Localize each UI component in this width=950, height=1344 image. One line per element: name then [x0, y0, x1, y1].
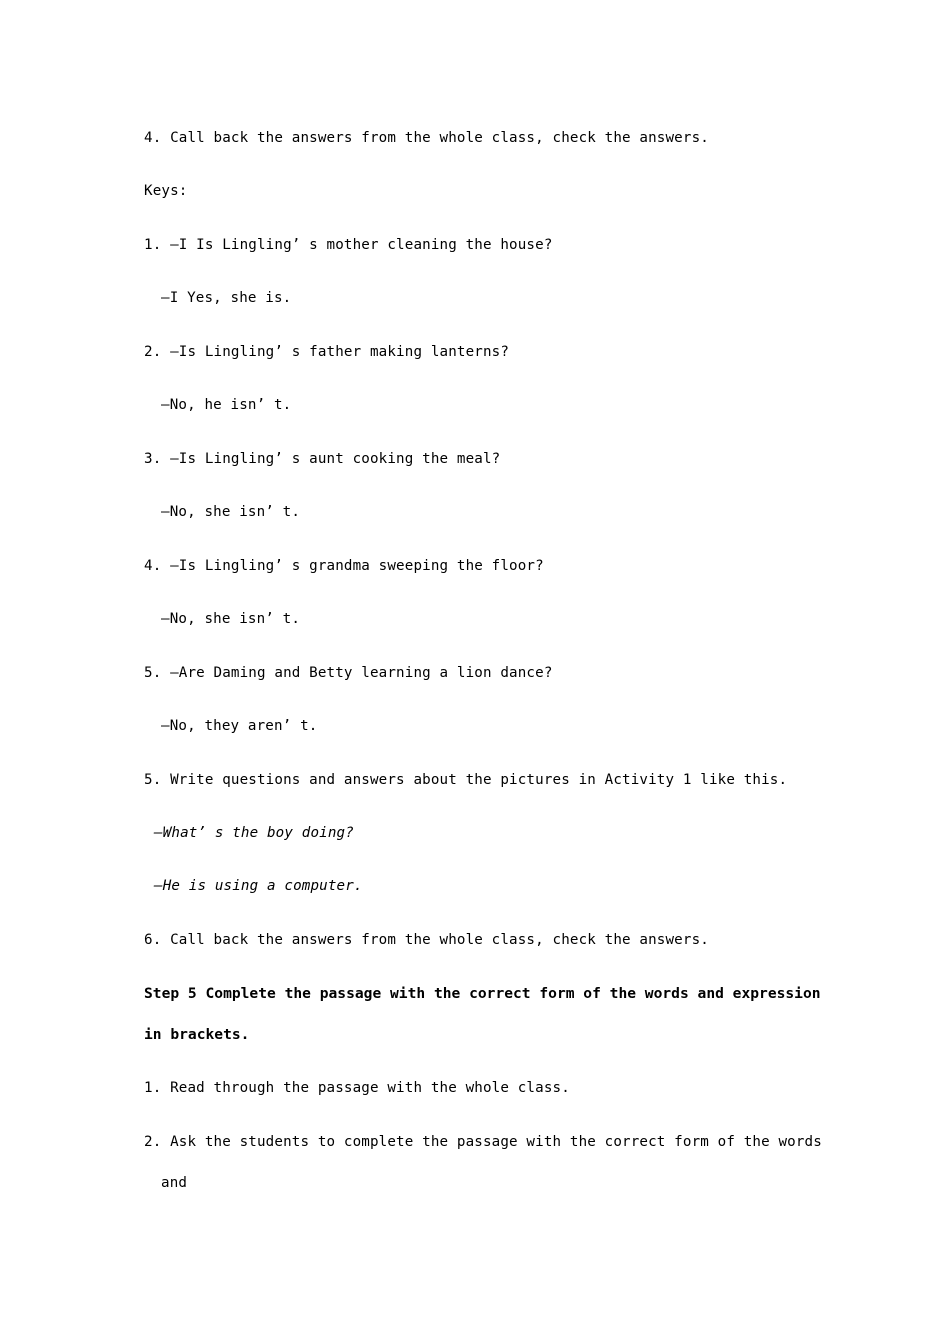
keys-heading: Keys:: [144, 183, 188, 199]
instruction-call-back-1: 4. Call back the answers from the whole class, check the answers.: [144, 130, 709, 146]
key-answer-2: —No, he isn’ t.: [161, 397, 292, 413]
key-answer-5: —No, they aren’ t.: [161, 718, 318, 734]
key-question-1: 1. —I Is Lingling’ s mother cleaning the house?: [144, 237, 553, 253]
key-question-4: 4. —Is Lingling’ s grandma sweeping the floor?: [144, 558, 544, 574]
example-answer: —He is using a computer.: [154, 878, 363, 894]
key-answer-3: —No, she isn’ t.: [161, 504, 301, 520]
key-question-2: 2. —Is Lingling’ s father making lanterns?: [144, 344, 510, 360]
step-5-heading-continued: in brackets.: [144, 1026, 250, 1043]
key-question-5: 5. —Are Daming and Betty learning a lion dance?: [144, 665, 553, 681]
step-5-item-1: 1. Read through the passage with the whole class.: [144, 1080, 570, 1096]
instruction-write-questions: 5. Write questions and answers about the pictures in Activity 1 like this.: [144, 772, 788, 788]
step-5-item-2: 2. Ask the students to complete the passage with the correct form of the words: [144, 1134, 822, 1150]
step-5-item-2-continued: and: [161, 1175, 188, 1191]
example-question: —What’ s the boy doing?: [154, 825, 354, 841]
step-5-heading: Step 5 Complete the passage with the correct form of the words and expression: [144, 985, 821, 1002]
key-answer-1: —I Yes, she is.: [161, 290, 292, 306]
key-answer-4: —No, she isn’ t.: [161, 611, 301, 627]
key-question-3: 3. —Is Lingling’ s aunt cooking the meal?: [144, 451, 501, 467]
instruction-call-back-2: 6. Call back the answers from the whole class, check the answers.: [144, 932, 709, 948]
